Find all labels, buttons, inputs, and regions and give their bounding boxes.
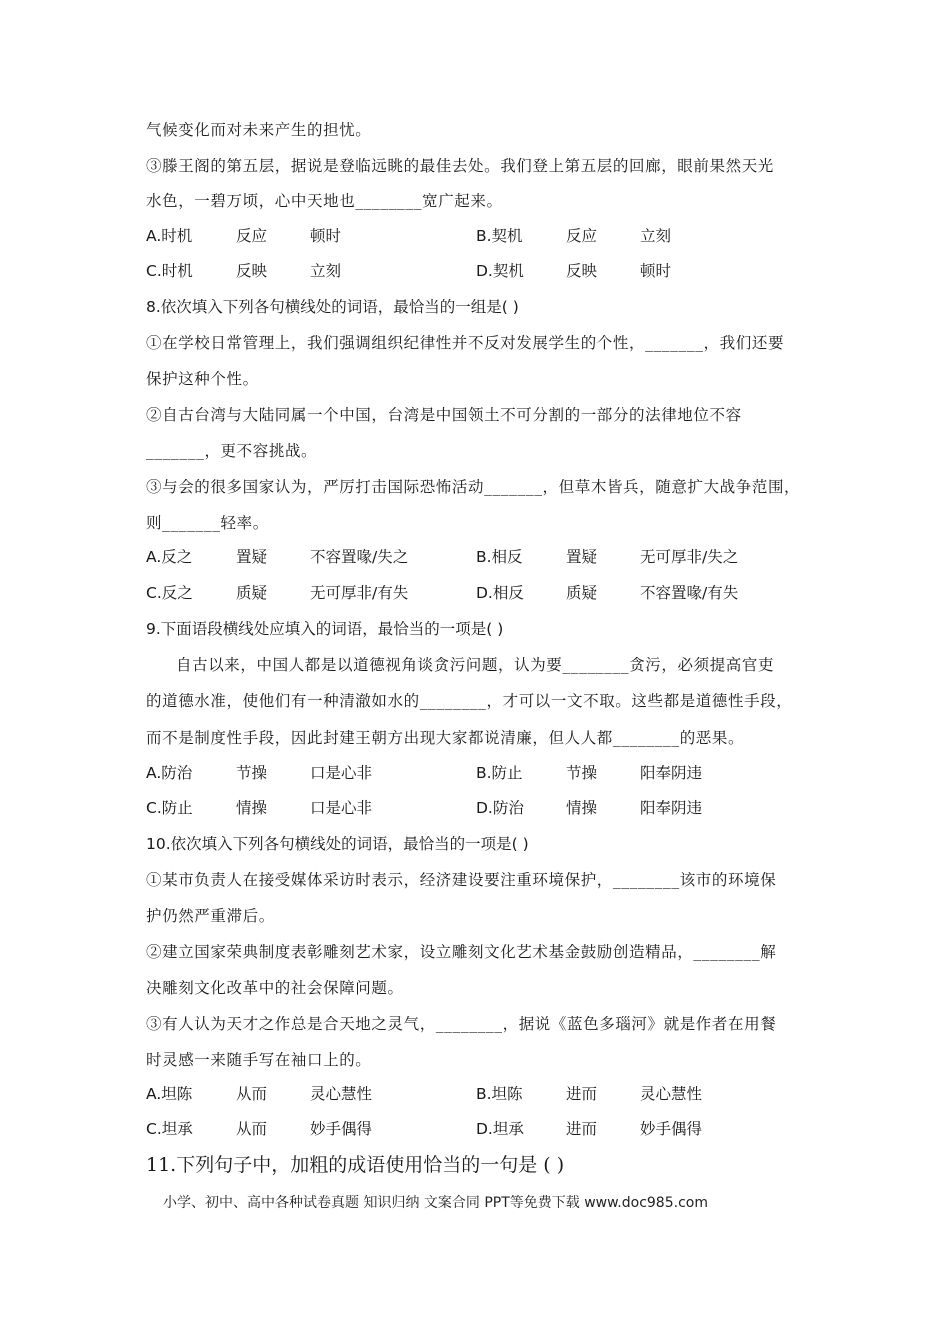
q9-options-row: C.防止 情操 口是心非 D.防治 情操 阳奉阴违 bbox=[146, 799, 703, 817]
text-line: ③与会的很多国家认为，严厉打击国际恐怖活动_______，但草木皆兵，随意扩大战争范围， bbox=[146, 478, 801, 496]
text-line: 自古以来，中国人都是以道德视角谈贪污问题，认为要________贪污，必须提高官吏 bbox=[176, 656, 775, 674]
text-line: 时灵感一来随手写在袖口上的。 bbox=[146, 1051, 372, 1069]
text-line: ①在学校日常管理上，我们强调组织纪律性并不反对发展学生的个性，_______，我们还要 bbox=[146, 334, 785, 352]
text-line: ③有人认为天才之作总是合天地之灵气，________，据说《蓝色多瑙河》就是作者在用餐 bbox=[146, 1015, 777, 1033]
text-line: 保护这种个性。 bbox=[146, 370, 259, 388]
q10-options-row: A.坦陈 从而 灵心慧性 B.坦陈 进而 灵心慧性 bbox=[146, 1085, 703, 1103]
text-line: 的道德水准，使他们有一种清澈如水的________，才可以一文不取。这些都是道德性手段， bbox=[146, 692, 793, 710]
text-line: ③滕王阁的第五层，据说是登临远眺的最佳去处。我们登上第五层的回廊，眼前果然天光 bbox=[146, 157, 774, 175]
q7-options-row: A.时机 反应 顿时 B.契机 反应 立刻 bbox=[146, 227, 672, 245]
text-line: 护仍然严重滞后。 bbox=[146, 907, 275, 925]
q7-options-row: C.时机 反映 立刻 D.契机 反映 顿时 bbox=[146, 262, 672, 280]
text-line: 气候变化而对未来产生的担忧。 bbox=[146, 121, 372, 139]
q9-options-row: A.防治 节操 口是心非 B.防止 节操 阳奉阴违 bbox=[146, 764, 703, 782]
q10-title: 10.依次填入下列各句横线处的词语，最恰当的一项是( ) bbox=[146, 835, 529, 853]
text-line: 则_______轻率。 bbox=[146, 514, 269, 532]
text-line: ①某市负责人在接受媒体采访时表示，经济建设要注重环境保护，________该市的环境保 bbox=[146, 871, 777, 889]
q8-title: 8.依次填入下列各句横线处的词语，最恰当的一组是( ) bbox=[146, 298, 519, 316]
text-line: 而不是制度性手段，因此封建王朝方出现大家都说清廉，但人人都________的恶果。 bbox=[146, 729, 745, 747]
text-line: 决雕刻文化改革中的社会保障问题。 bbox=[146, 979, 404, 997]
page-footer: 小学、初中、高中各种试卷真题 知识归纳 文案合同 PPT等免费下载 www.doc985.com bbox=[163, 1195, 708, 1211]
text-line: ②自古台湾与大陆同属一个中国，台湾是中国领土不可分割的一部分的法律地位不容 bbox=[146, 406, 742, 424]
q8-options-row: A.反之 置疑 不容置喙/失之 B.相反 置疑 无可厚非/失之 bbox=[146, 548, 739, 566]
q11-title: 11.下列句子中，加粗的成语使用恰当的一句是 ( ) bbox=[146, 1154, 565, 1176]
text-line: _______，更不容挑战。 bbox=[146, 442, 318, 460]
text-line: 水色，一碧万顷，心中天地也________宽广起来。 bbox=[146, 192, 503, 210]
q8-options-row: C.反之 质疑 无可厚非/有失 D.相反 质疑 不容置喙/有失 bbox=[146, 584, 739, 602]
q9-title: 9.下面语段横线处应填入的词语，最恰当的一项是( ) bbox=[146, 620, 504, 638]
q10-options-row: C.坦承 从而 妙手偶得 D.坦承 进而 妙手偶得 bbox=[146, 1120, 703, 1138]
text-line: ②建立国家荣典制度表彰雕刻艺术家，设立雕刻文化艺术基金鼓励创造精品，________解 bbox=[146, 943, 777, 961]
